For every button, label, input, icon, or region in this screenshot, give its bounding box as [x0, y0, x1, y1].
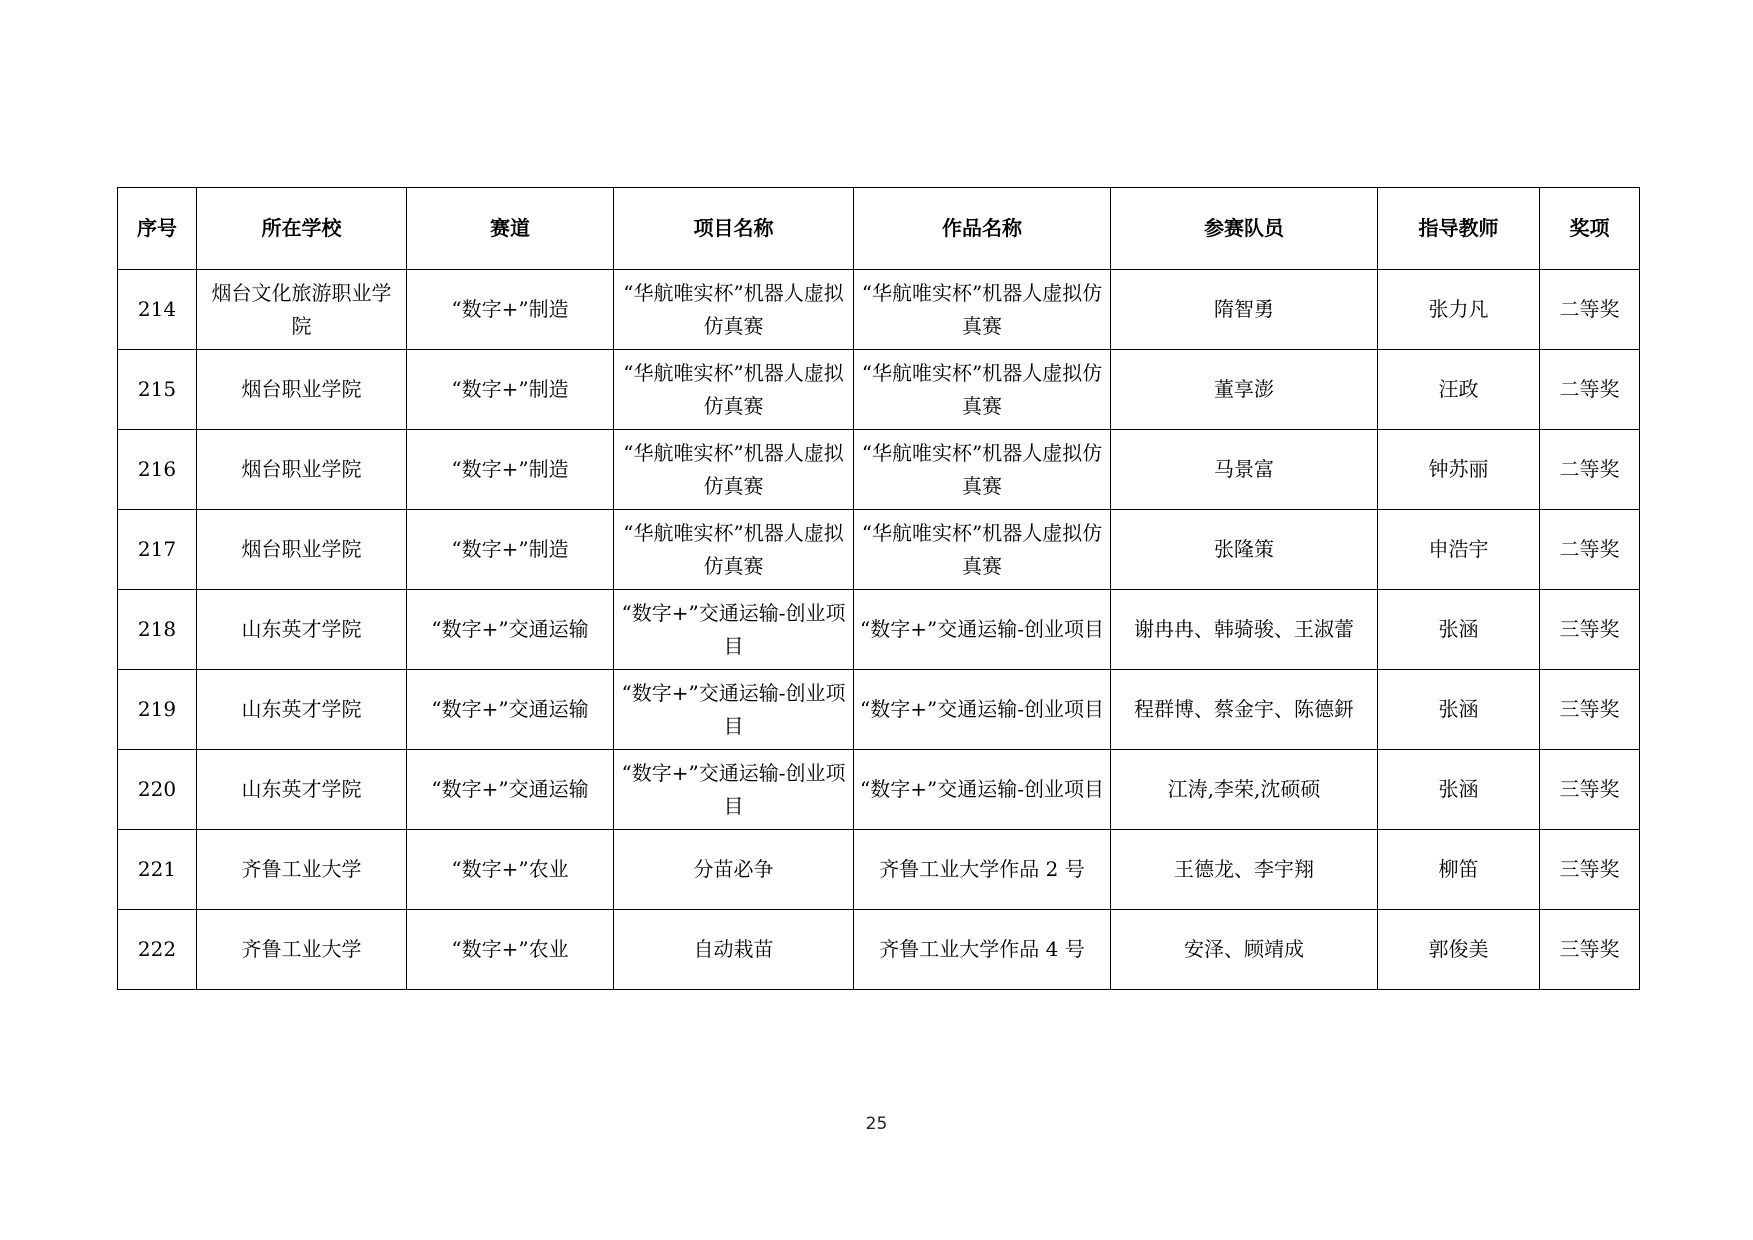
- table-header-row: [118, 188, 1640, 270]
- table-row: [118, 750, 1640, 830]
- cell-index: 215: [118, 350, 197, 430]
- cell-work-name: 齐鲁工业大学作品 2 号: [854, 830, 1111, 910]
- cell-school: 烟台职业学院: [197, 510, 407, 590]
- cell-work-name: “数字+”交通运输-创业项目: [854, 670, 1111, 750]
- table-row: [118, 430, 1640, 510]
- cell-project-name: 分苗必争: [614, 830, 854, 910]
- table-row: [118, 350, 1640, 430]
- cell-school: 烟台文化旅游职业学院: [197, 270, 407, 350]
- cell-team-members: 王德龙、李宇翔: [1111, 830, 1378, 910]
- cell-school: 山东英才学院: [197, 590, 407, 670]
- cell-index: 218: [118, 590, 197, 670]
- cell-advisor: 钟苏丽: [1378, 430, 1540, 510]
- cell-project-name: “华航唯实杯”机器人虚拟仿真赛: [614, 270, 854, 350]
- cell-project-name: “华航唯实杯”机器人虚拟仿真赛: [614, 510, 854, 590]
- cell-index: 221: [118, 830, 197, 910]
- cell-index: 219: [118, 670, 197, 750]
- cell-work-name: “数字+”交通运输-创业项目: [854, 750, 1111, 830]
- table-row: [118, 590, 1640, 670]
- cell-project-name: “数字+”交通运输-创业项目: [614, 750, 854, 830]
- cell-project-name: “数字+”交通运输-创业项目: [614, 590, 854, 670]
- cell-index: 217: [118, 510, 197, 590]
- cell-award: 三等奖: [1540, 590, 1640, 670]
- cell-award: 二等奖: [1540, 350, 1640, 430]
- cell-track: “数字+”交通运输: [407, 590, 614, 670]
- cell-track: “数字+”农业: [407, 910, 614, 990]
- cell-team-members: 程群博、蔡金宇、陈德鈃: [1111, 670, 1378, 750]
- cell-team-members: 董享澎: [1111, 350, 1378, 430]
- cell-team-members: 张隆策: [1111, 510, 1378, 590]
- header-project-name: 项目名称: [614, 188, 854, 270]
- header-school: 所在学校: [197, 188, 407, 270]
- cell-team-members: 隋智勇: [1111, 270, 1378, 350]
- cell-team-members: 谢冉冉、韩骑骏、王淑蕾: [1111, 590, 1378, 670]
- cell-work-name: “华航唯实杯”机器人虚拟仿真赛: [854, 510, 1111, 590]
- table-row: [118, 270, 1640, 350]
- cell-index: 220: [118, 750, 197, 830]
- cell-project-name: “华航唯实杯”机器人虚拟仿真赛: [614, 350, 854, 430]
- cell-award: 三等奖: [1540, 830, 1640, 910]
- cell-index: 214: [118, 270, 197, 350]
- cell-track: “数字+”交通运输: [407, 750, 614, 830]
- cell-advisor: 张涵: [1378, 670, 1540, 750]
- cell-advisor: 张涵: [1378, 590, 1540, 670]
- table-row: [118, 910, 1640, 990]
- cell-track: “数字+”农业: [407, 830, 614, 910]
- cell-award: 三等奖: [1540, 910, 1640, 990]
- cell-award: 三等奖: [1540, 750, 1640, 830]
- cell-advisor: 柳笛: [1378, 830, 1540, 910]
- cell-track: “数字+”制造: [407, 350, 614, 430]
- cell-school: 烟台职业学院: [197, 430, 407, 510]
- cell-work-name: “华航唯实杯”机器人虚拟仿真赛: [854, 270, 1111, 350]
- cell-advisor: 张涵: [1378, 750, 1540, 830]
- table-row: [118, 830, 1640, 910]
- cell-school: 齐鲁工业大学: [197, 910, 407, 990]
- cell-advisor: 汪政: [1378, 350, 1540, 430]
- header-index: 序号: [118, 188, 197, 270]
- cell-index: 222: [118, 910, 197, 990]
- cell-school: 烟台职业学院: [197, 350, 407, 430]
- table-row: [118, 510, 1640, 590]
- cell-track: “数字+”制造: [407, 270, 614, 350]
- header-work-name: 作品名称: [854, 188, 1111, 270]
- cell-award: 二等奖: [1540, 270, 1640, 350]
- header-team-members: 参赛队员: [1111, 188, 1378, 270]
- header-advisor: 指导教师: [1378, 188, 1540, 270]
- cell-school: 山东英才学院: [197, 670, 407, 750]
- cell-work-name: “华航唯实杯”机器人虚拟仿真赛: [854, 350, 1111, 430]
- cell-work-name: 齐鲁工业大学作品 4 号: [854, 910, 1111, 990]
- header-track: 赛道: [407, 188, 614, 270]
- cell-track: “数字+”制造: [407, 430, 614, 510]
- cell-track: “数字+”交通运输: [407, 670, 614, 750]
- page-number: 25: [865, 1114, 888, 1134]
- header-award: 奖项: [1540, 188, 1640, 270]
- cell-team-members: 安泽、顾靖成: [1111, 910, 1378, 990]
- cell-advisor: 申浩宇: [1378, 510, 1540, 590]
- table-row: [118, 670, 1640, 750]
- cell-award: 三等奖: [1540, 670, 1640, 750]
- cell-work-name: “华航唯实杯”机器人虚拟仿真赛: [854, 430, 1111, 510]
- cell-award: 二等奖: [1540, 510, 1640, 590]
- cell-advisor: 郭俊美: [1378, 910, 1540, 990]
- cell-team-members: 马景富: [1111, 430, 1378, 510]
- cell-project-name: “数字+”交通运输-创业项目: [614, 670, 854, 750]
- cell-project-name: 自动栽苗: [614, 910, 854, 990]
- cell-work-name: “数字+”交通运输-创业项目: [854, 590, 1111, 670]
- cell-index: 216: [118, 430, 197, 510]
- cell-school: 山东英才学院: [197, 750, 407, 830]
- cell-award: 二等奖: [1540, 430, 1640, 510]
- cell-track: “数字+”制造: [407, 510, 614, 590]
- cell-school: 齐鲁工业大学: [197, 830, 407, 910]
- cell-project-name: “华航唯实杯”机器人虚拟仿真赛: [614, 430, 854, 510]
- cell-team-members: 江涛,李荣,沈硕硕: [1111, 750, 1378, 830]
- cell-advisor: 张力凡: [1378, 270, 1540, 350]
- awards-table: [117, 187, 1640, 990]
